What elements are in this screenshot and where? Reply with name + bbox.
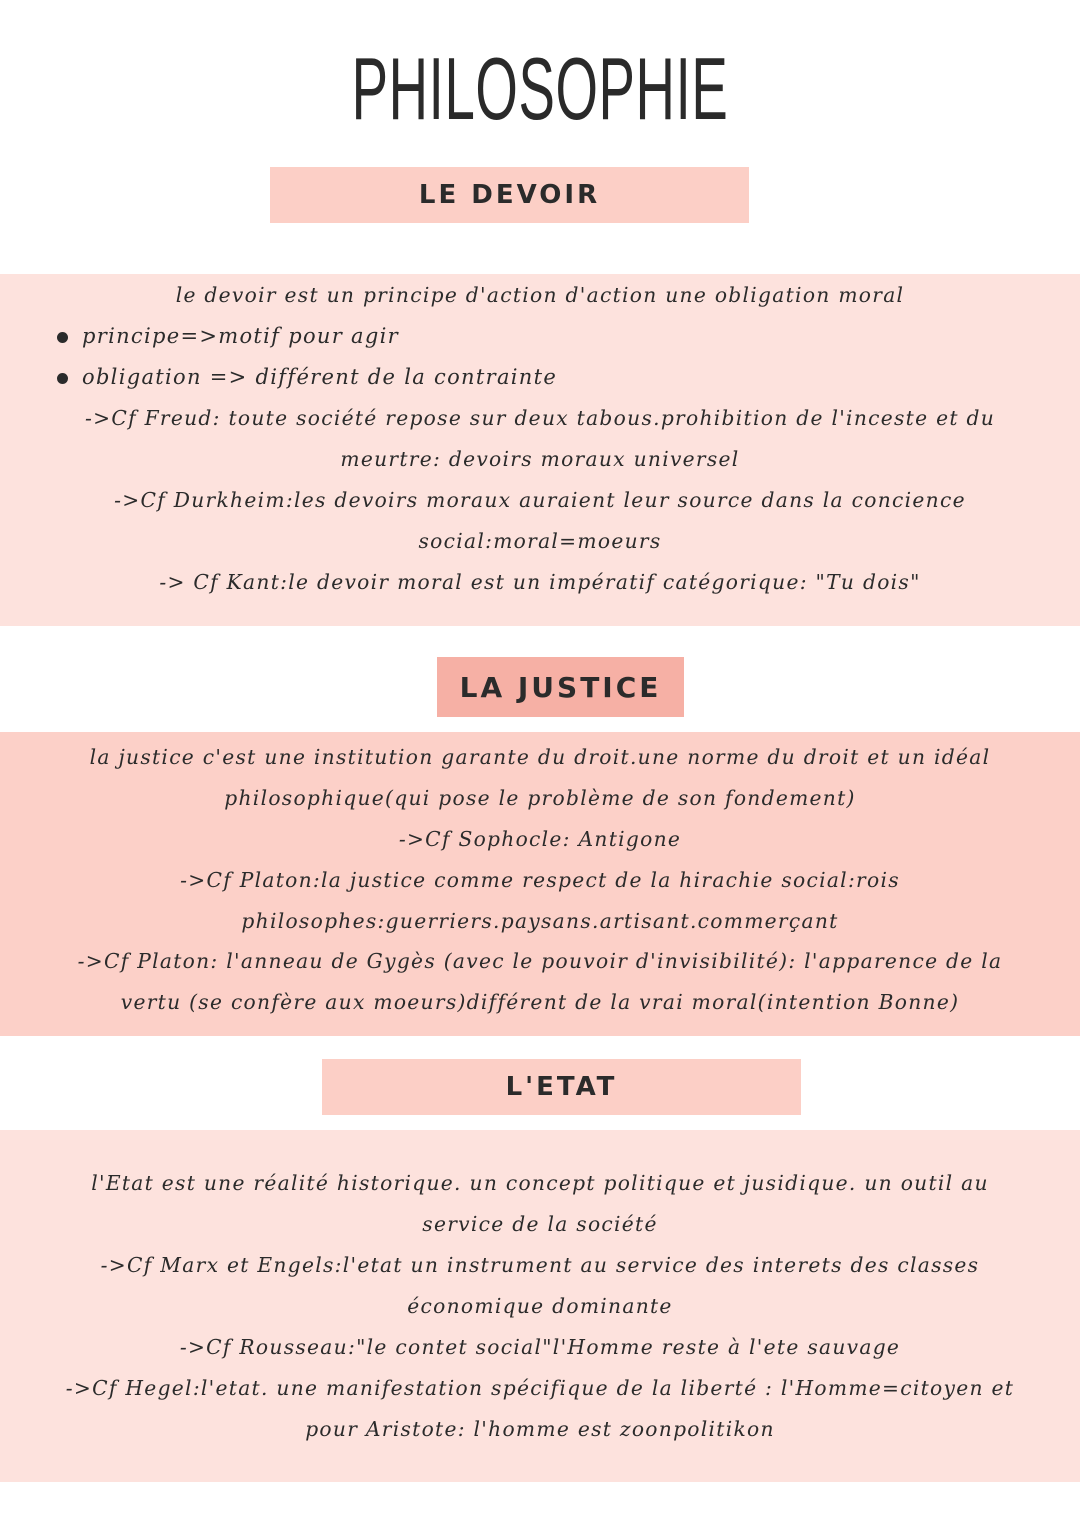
devoir-bullet-principe: principe=>motif pour agir [82, 324, 399, 348]
section-heading-justice: LA JUSTICE [437, 657, 684, 717]
etat-line-1: l'Etat est une réalité historique. un concept politique et jusidique. un outil au [91, 1171, 989, 1195]
devoir-bullet-obligation: obligation => différent de la contrainte [82, 365, 558, 389]
justice-line-platon-1-cont: philosophes:guerriers.paysans.artisant.commerçant [241, 909, 839, 933]
justice-line-1: la justice c'est une institution garante du droit.une norme du droit et un idéal [89, 745, 991, 769]
page-title: PHILOSOPHIE [351, 39, 729, 138]
section-devoir [0, 274, 1080, 626]
bullet-icon [57, 332, 68, 343]
section-justice [0, 732, 1080, 1036]
etat-line-aristote: pour Aristote: l'homme est zoonpolitikon [305, 1417, 775, 1441]
justice-line-platon-2: ->Cf Platon: l'anneau de Gygès (avec le pouvoir d'invisibilité): l'apparence de la [77, 949, 1003, 973]
etat-line-2: service de la société [422, 1212, 658, 1236]
section-etat [0, 1130, 1080, 1482]
devoir-line-freud: ->Cf Freud: toute société repose sur deux tabous.prohibition de l'inceste et du [84, 406, 996, 430]
etat-line-hegel: ->Cf Hegel:l'etat. une manifestation spécifique de la liberté : l'Homme=citoyen et [65, 1376, 1015, 1400]
bullet-icon [57, 373, 68, 384]
etat-line-marx-cont: économique dominante [407, 1294, 673, 1318]
section-heading-devoir: LE DEVOIR [270, 167, 749, 223]
devoir-line-kant: -> Cf Kant:le devoir moral est un impératif catégorique: "Tu dois" [159, 570, 921, 594]
justice-line-2: philosophique(qui pose le problème de son fondement) [224, 786, 856, 810]
etat-line-marx: ->Cf Marx et Engels:l'etat un instrument au service des interets des classes [100, 1253, 980, 1277]
etat-line-rousseau: ->Cf Rousseau:"le contet social"l'Homme reste à l'ete sauvage [179, 1335, 901, 1359]
devoir-line-durkheim-cont: social:moral=moeurs [418, 529, 662, 553]
devoir-line-durkheim: ->Cf Durkheim:les devoirs moraux auraient leur source dans la concience [114, 488, 966, 512]
justice-line-sophocle: ->Cf Sophocle: Antigone [398, 827, 682, 851]
justice-line-platon-2-cont: vertu (se confère aux moeurs)différent de la vrai moral(intention Bonne) [120, 990, 960, 1014]
devoir-line-freud-cont: meurtre: devoirs moraux universel [340, 447, 740, 471]
section-heading-etat: L'ETAT [322, 1059, 801, 1115]
devoir-line-1: le devoir est un principe d'action d'action une obligation moral [175, 283, 905, 307]
justice-line-platon-1: ->Cf Platon:la justice comme respect de la hirachie social:rois [180, 868, 900, 892]
